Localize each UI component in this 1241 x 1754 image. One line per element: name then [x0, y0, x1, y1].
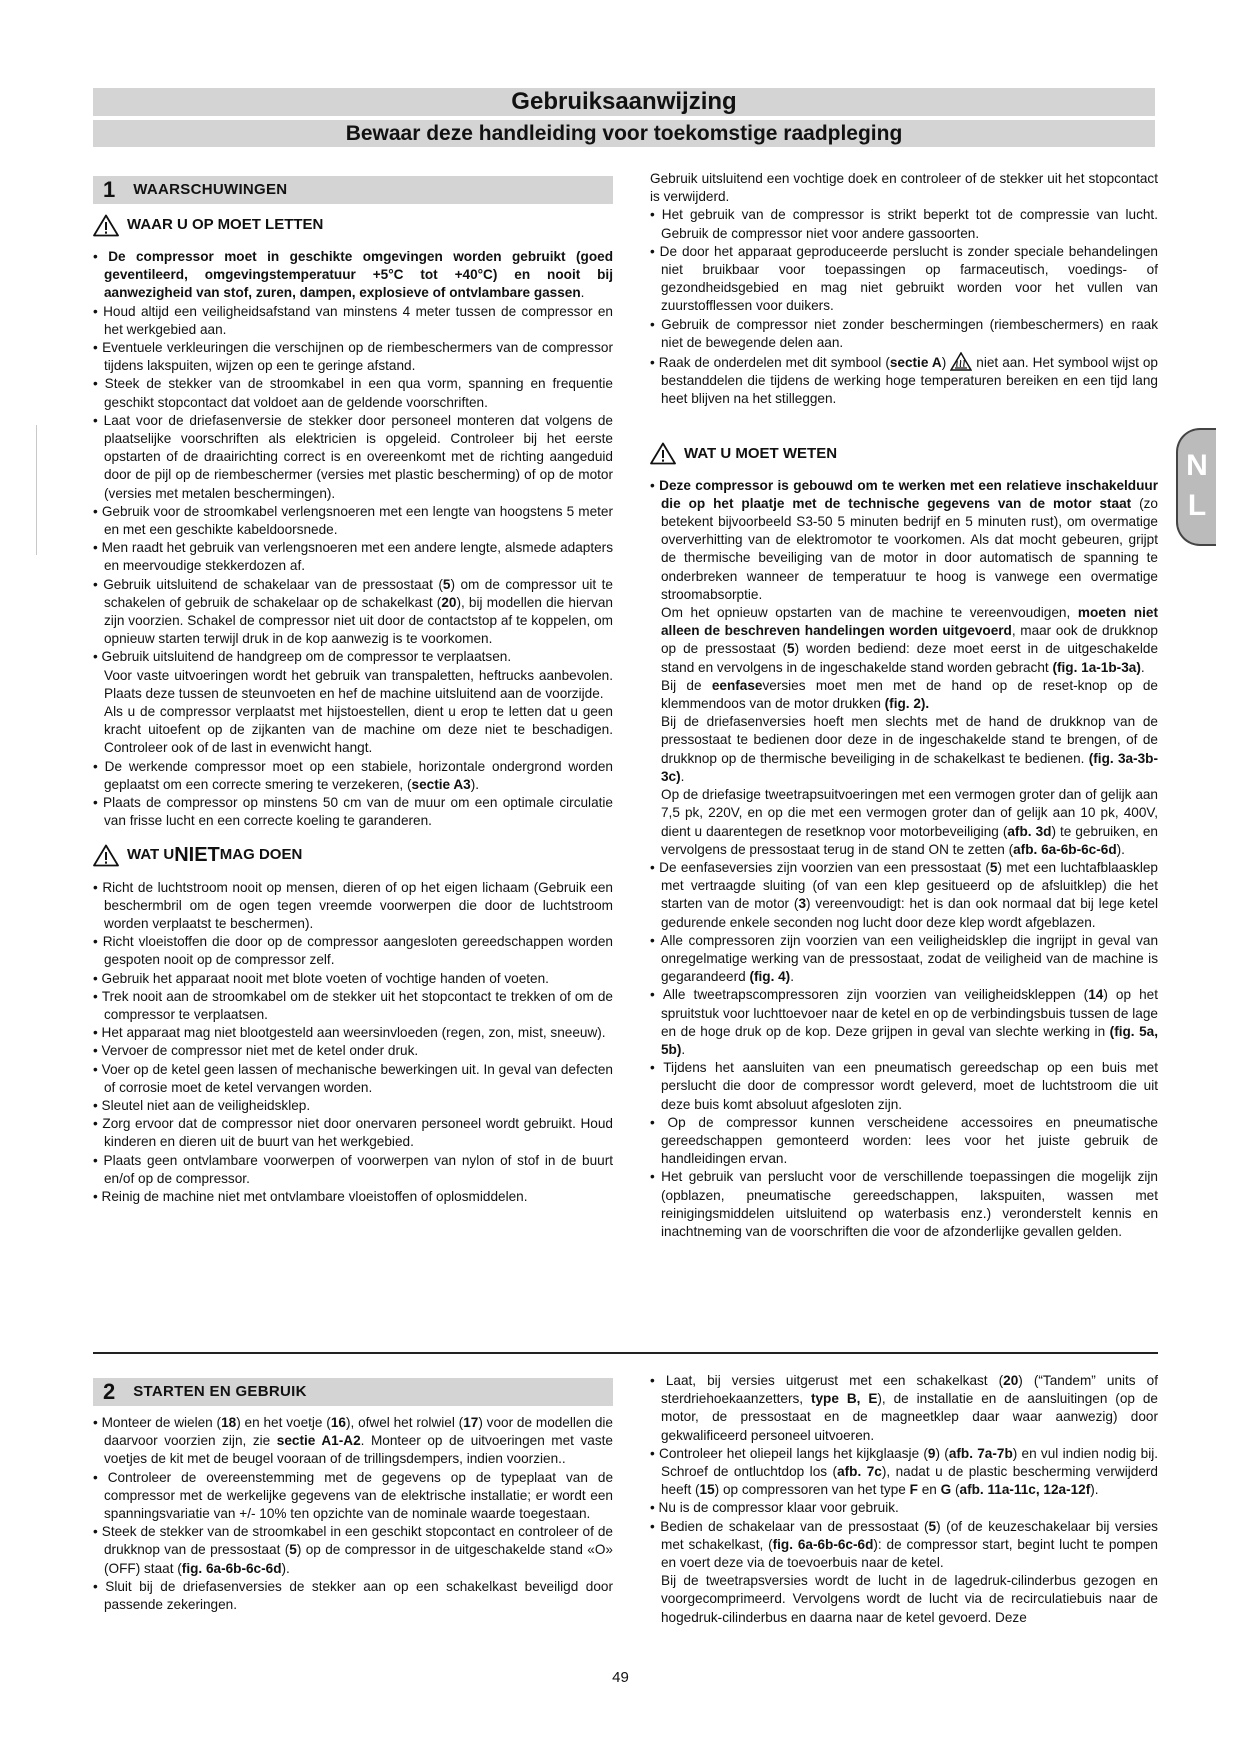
- page-title: Gebruiksaanwijzing: [93, 88, 1155, 116]
- must-item-1: • De compressor moet in geschikte omgevingen worden gebruikt (goed geventileerd, omgevingstemperatuur +5°C tot +40°C) en nooit bij aanwezigheid van stof, zuren, dampen, explosieve of ontvlambare gassen.: [93, 248, 613, 303]
- know-item-5: Op de driefasige tweetrapsuitvoeringen met een vermogen groter dan of gelijk aan 7,5 pk, 220V, en op die met een vermogen groter dan of gelijk aan 10 pk, 400V, dient u daarentegen de resetknop voor motorbeveiliging (afb. 3d) te gebruiken, en vervolgens de pressostaat terug in de stand ON te zetten (afb. 6a-6b-6c-6d).: [661, 787, 1158, 857]
- start-item-4: • Sluit bij de driefasenversies de stekker aan op een schakelkast beveiligd door passende zekeringen.: [93, 1578, 613, 1614]
- know-item-10: • Op de compressor kunnen verscheidene accessoires en pneumatische gereedschappen gemonteerd worden: lees voor het juiste gebruik de handleidingen ervan.: [650, 1114, 1158, 1169]
- know-item-4: Bij de driefasenversies hoeft men slechts met de hand de drukknop van de pressostaat te bedienen door deze in de ingeschakelde stand te brengen, of de drukknop op de thermische beveiliging in de schakelkast te bedienen. (fig. 3a-3b-3c).: [661, 714, 1158, 784]
- section1-number: 1: [103, 176, 116, 202]
- start-right-item-5: Bij de tweetrapsversies wordt de lucht in de lagedruk-cilinderbus gezogen en voorgecomprimeerd. Vervolgens wordt de lucht via de recirculatiebuis naar de hogedruk-cilinderbus en daarna naar de ketel gevoerd. Deze: [661, 1573, 1158, 1625]
- warning-icon: [93, 214, 119, 237]
- page-subtitle: Bewaar deze handleiding voor toekomstige raadpleging: [93, 120, 1155, 147]
- section2-number: 2: [103, 1378, 116, 1404]
- hot-surface-icon: [950, 352, 972, 371]
- warn-not-title-a: WAT U: [127, 846, 175, 864]
- start-right-item-3: • Nu is de compressor klaar voor gebruik.: [650, 1499, 1158, 1517]
- warn-must-title: WAAR U OP MOET LETTEN: [127, 215, 324, 233]
- not-item-3: • Gebruik het apparaat nooit met blote voeten of vochtige handen of voeten.: [93, 970, 613, 988]
- not-item-1: • Richt de luchtstroom nooit op mensen, dieren of op het eigen lichaam (Gebruik een beschermbril om de ogen tegen vreemde voorwerpen die door de luchtstroom worden verplaatst te beschermen).: [93, 879, 613, 934]
- start-right-item-4: • Bedien de schakelaar van de pressostaat (5) (of de keuzeschakelaar bij versies met schakelkast, (fig. 6a-6b-6c-6d): de compressor start, begint lucht te pompen en voert deze via de toevoerbuis naar de ketel.: [650, 1518, 1158, 1573]
- not-item-7: • Voer op de ketel geen lassen of mechanische bewerkingen uit. In geval van defecten of corrosie moet de ketel vervangen worden.: [93, 1061, 613, 1097]
- know-item-9: • Tijdens het aansluiten van een pneumatisch gereedschap op een buis met perslucht die door de compressor wordt geleverd, moet de luchtstroom die uit deze buis komt absoluut afgesloten zijn.: [650, 1059, 1158, 1114]
- must-item-4: • Steek de stekker van de stroomkabel in een qua vorm, spanning en frequentie geschikt stopcontact dat voldoet aan de geldende voorschriften.: [93, 375, 613, 411]
- warn-not-title-b: MAG DOEN: [219, 846, 303, 864]
- not-item-10: • Plaats geen ontvlambare voorwerpen of voorwerpen van nylon of stof in de buurt en/of op de compressor.: [93, 1152, 613, 1188]
- not-item-4: • Trek nooit aan de stroomkabel om de stekker uit het stopcontact te trekken of om de compressor te verplaatsen.: [93, 988, 613, 1024]
- language-tab-letter-l: L: [1187, 489, 1207, 522]
- know-title: WAT U MOET WETEN: [684, 444, 838, 462]
- must-item-6: • Gebruik voor de stroomkabel verlengsnoeren met een lengte van hoogstens 5 meter en met een geschikte kabeldoorsnede.: [93, 503, 613, 539]
- section2-header: [93, 1378, 613, 1406]
- margin-line: [36, 425, 37, 555]
- right-item-5: • Raak de onderdelen met dit symbool (sectie A) niet aan. Het symbool wijst op bestanddelen die tijdens de werking hoge temperaturen bereiken en een tijd lang heet blijven na het stilleggen.: [650, 352, 1158, 409]
- not-item-2: • Richt vloeistoffen die door op de compressor aangesloten gereedschappen worden gespoten nooit op de compressor zelf.: [93, 933, 613, 969]
- section1-left-column: [93, 176, 613, 1206]
- know-item-1: • Deze compressor is gebouwd om te werken met een relatieve inschakelduur die op het plaatje met de technische gegevens van de motor staat (zo betekent bijvoorbeeld S3-50 5 minuten bedrijf en 5 minuten rust), om overmatige oververhitting van de elektromotor te voorkomen. Als dat mocht gebeuren, grijpt de thermische beveiliging van de motor in door automatisch de spanning te onderbreken wanneer de temperatuur te hoog is vanwege een overmatige stroomabsorptie.: [650, 477, 1158, 604]
- not-item-8: • Sleutel niet aan de veiligheidsklep.: [93, 1097, 613, 1115]
- right-item-1: Gebruik uitsluitend een vochtige doek en controleer of de stekker uit het stopcontact is verwijderd.: [650, 171, 1158, 205]
- not-item-5: • Het apparaat mag niet blootgesteld aan weersinvloeden (regen, zon, mist, sneeuw).: [93, 1024, 613, 1042]
- must-item-5: • Laat voor de driefasenversie de stekker door personeel monteren dat volgens de plaatselijke voorschriften als elektricien is opgeleid. Controleer bij het eerste opstarten of de draairichting correct is en overeenkomt met de richting aangeduid door de pijl op de riembeschermer (versies met plastic bescherming) of op de motor (versies met metalen beschermingen).: [93, 412, 613, 503]
- start-item-1: • Monteer de wielen (18) en het voetje (16), ofwel het rolwiel (17) voor de modellen die daarvoor voorzien zijn, zie sectie A1-A2. Monteer op de uitvoeringen met vaste voetjes de kit met de beugel vooraan of de trillingsdempers, indien voorzien..: [93, 1414, 613, 1469]
- warn-not-title-big: NIET: [174, 844, 220, 867]
- warning-icon: [93, 844, 119, 867]
- must-item-9: • Gebruik uitsluitend de handgreep om de compressor te verplaatsen.: [93, 648, 613, 666]
- know-item-11: • Het gebruik van perslucht voor de verschillende toepassingen die mogelijk zijn (opblazen, pneumatische gereedschappen, lakspuiten, wassen met reinigingsmiddelen uitsluitend op waterbasis enz.) veronderstelt kennis en inachtneming van de voorschriften die voor de afzonderlijke gevallen gelden.: [650, 1168, 1158, 1241]
- must-item-10: • De werkende compressor moet op een stabiele, horizontale ondergrond worden geplaatst om een correcte smering te verzekeren, (sectie A3).: [93, 758, 613, 794]
- not-item-6: • Vervoer de compressor niet met de ketel onder druk.: [93, 1042, 613, 1060]
- warn-not-heading: [93, 843, 613, 869]
- section2-right-column: [650, 1372, 1158, 1627]
- know-item-7: • Alle compressoren zijn voorzien van een veiligheidsklep die ingrijpt in geval van onregelmatige werking van de pressostaat, zodat de veiligheid van de machine is gegarandeerd (fig. 4).: [650, 932, 1158, 987]
- must-item-2: • Houd altijd een veiligheidsafstand van minstens 4 meter tussen de compressor en het werkgebied aan.: [93, 303, 613, 339]
- know-item-3: Bij de eenfaseversies moet men met de hand op de reset-knop op de klemmendoos van de motor drukken (fig. 2).: [661, 677, 1158, 712]
- know-item-8: • Alle tweetrapscompressoren zijn voorzien van veiligheidskleppen (14) op het spruitstuk voor luchttoevoer naar de ketel en op de verbindingsbuis tussen de lage en de hoge druk op de kop. Deze grijpen in geval van slechte werking in (fig. 5a, 5b).: [650, 986, 1158, 1059]
- right-item-2: • Het gebruik van de compressor is strikt beperkt tot de compressie van lucht. Gebruik de compressor niet voor andere gassoorten.: [650, 206, 1158, 242]
- start-right-item-1: • Laat, bij versies uitgerust met een schakelkast (20) (“Tandem” units of sterdriehoekaanzetters, type B, E), de installatie en de aansluitingen (op de motor, de pressostaat en de magneetklep daar waar aanwezig) door gekwalificeerd personeel uitvoeren.: [650, 1372, 1158, 1445]
- section1-title: WAARSCHUWINGEN: [133, 180, 288, 198]
- warning-icon: [650, 442, 676, 465]
- section1-header: [93, 176, 613, 204]
- section1-right-column: [650, 170, 1158, 1241]
- must-item-11: • Plaats de compressor op minstens 50 cm van de muur om een optimale circulatie van frisse lucht en een correcte koeling te garanderen.: [93, 794, 613, 830]
- must-item-9b: Voor vaste uitvoeringen wordt het gebruik van transpaletten, heftrucks aanbevolen. Plaats deze tussen de steunvoeten en hef de machine uitsluitend aan de voorzijde.: [104, 667, 613, 701]
- know-heading: [650, 441, 1158, 467]
- right-item-3: • De door het apparaat geproduceerde perslucht is zonder speciale behandelingen niet bruikbaar voor toepassingen op farmaceutisch, voedings- of gezondheidsgebied en mag niet gebruikt worden voor het vullen van zuurstofflessen voor duikers.: [650, 243, 1158, 316]
- warn-must-heading: [93, 212, 613, 238]
- start-item-2: • Controleer de overeenstemming met de gegevens op de typeplaat van de compressor met de werkelijke gegevens van de elektrische installatie; er wordt een spanningsvariatie van +/- 10% ten opzichte van de nominale waarde toegestaan.: [93, 1469, 613, 1524]
- language-tab: [1176, 428, 1216, 546]
- start-right-item-2: • Controleer het oliepeil langs het kijkglaasje (9) (afb. 7a-7b) en vul indien nodig bij. Schroef de ontluchtdop los (afb. 7c), nadat u de plastic bescherming verwijderd heeft (15) op compressoren van het type F en G (afb. 11a-11c, 12a-12f).: [650, 1445, 1158, 1500]
- language-tab-letter-n: N: [1186, 449, 1208, 482]
- right-item-4: • Gebruik de compressor niet zonder beschermingen (riembeschermers) en raak niet de bewegende delen aan.: [650, 316, 1158, 352]
- not-item-11: • Reinig de machine niet met ontvlambare vloeistoffen of oplosmiddelen.: [93, 1188, 613, 1206]
- must-item-8: • Gebruik uitsluitend de schakelaar van de pressostaat (5) om de compressor uit te schakelen of gebruik de schakelaar op de schakelkast (20), bij modellen die hiervan zijn voorzien. Schakel de compressor niet uit door de contactstop af te koppelen, om opnieuw starten terwijl druk in de kop aanwezig is te voorkomen.: [93, 576, 613, 649]
- section2-left-column: [93, 1378, 613, 1614]
- know-item-2: Om het opnieuw opstarten van de machine te vereenvoudigen, moeten niet alleen de beschreven handelingen worden uitgevoerd, maar ook de drukknop op de pressostaat (5) worden bediend: deze moet eerst in de uitgeschakelde stand en vervolgens in de ingeschakelde stand worden gebracht (fig. 1a-1b-3a).: [661, 605, 1159, 675]
- not-item-9: • Zorg ervoor dat de compressor niet door onervaren personeel wordt gebruikt. Houd kinderen en dieren uit de buurt van het werkgebied.: [93, 1115, 613, 1151]
- must-item-7: • Men raadt het gebruik van verlengsnoeren met een andere lengte, alsmede adapters en meervoudige stekkerdozen af.: [93, 539, 613, 575]
- section2-title: STARTEN EN GEBRUIK: [133, 1382, 307, 1400]
- page-number: 49: [612, 1669, 629, 1686]
- start-item-3: • Steek de stekker van de stroomkabel in een geschikt stopcontact en controleer of de drukknop van de pressostaat (5) op de compressor in de uitgeschakelde stand «O» (OFF) staat (fig. 6a-6b-6c-6d).: [93, 1523, 613, 1578]
- must-item-3: • Eventuele verkleuringen die verschijnen op de riembeschermers van de compressor tijdens lakspuiten, wijzen op een te geringe afstand.: [93, 339, 613, 375]
- must-item-9c: Als u de compressor verplaatst met hijstoestellen, dient u erop te letten dat u geen kracht uitoefent op de zijkanten van de machine om deze niet te beschadigen. Controleer ook of de last in evenwicht hangt.: [104, 704, 613, 756]
- know-item-6: • De eenfaseversies zijn voorzien van een pressostaat (5) met een luchtafblaasklep met vertraagde sluiting (of van een klep gesitueerd op de afsluitklep) die het starten van de motor (3) vereenvoudigt: het is dan ook normaal dat bij lege ketel gedurende enkele seconden nog lucht door deze klep wordt afgeblazen.: [650, 859, 1158, 932]
- section-divider: [93, 1352, 1158, 1354]
